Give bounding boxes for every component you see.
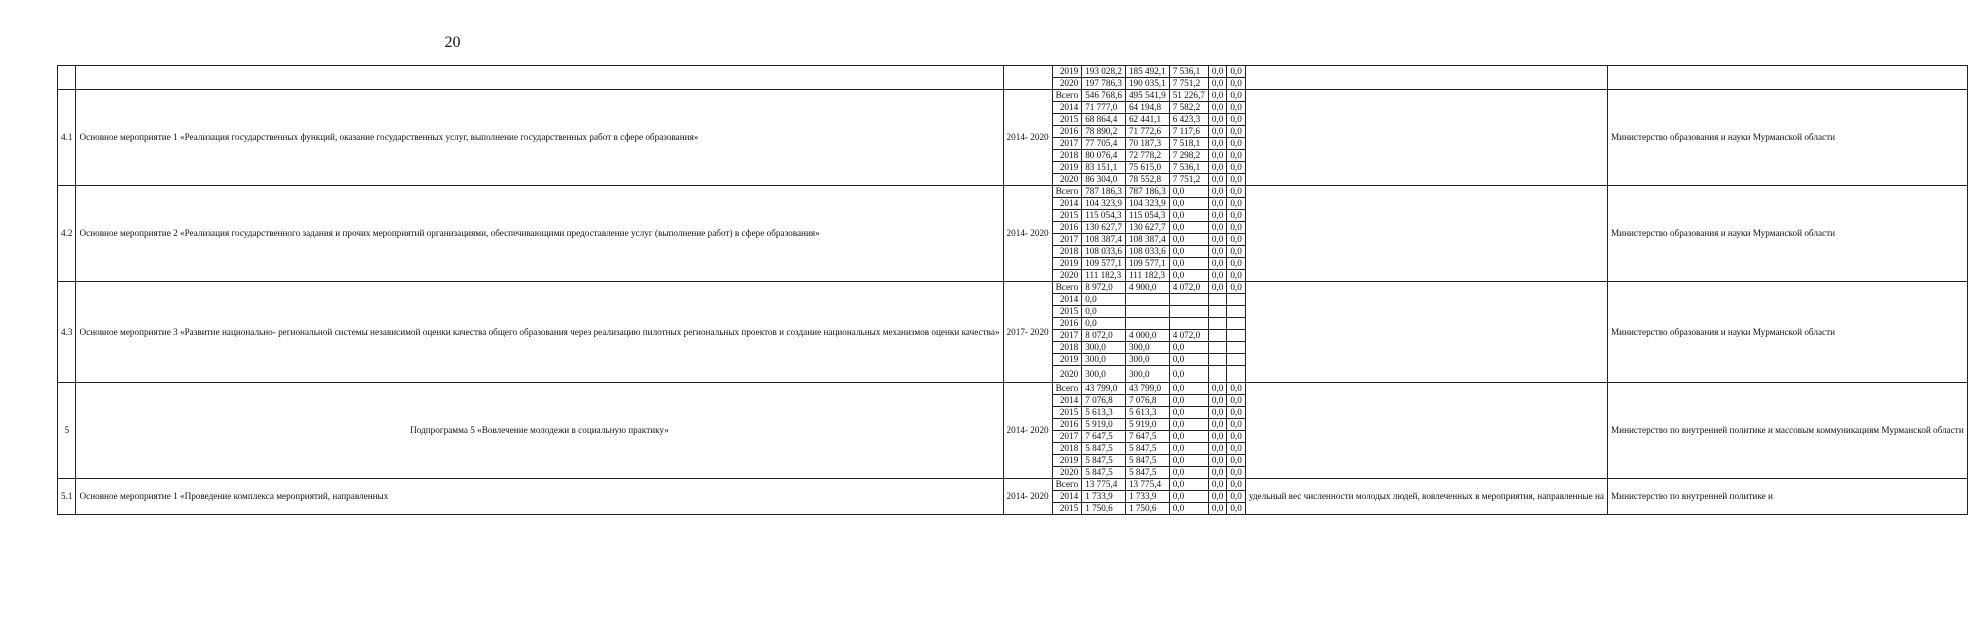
regional-cell: 75 615,0: [1125, 162, 1169, 174]
other-cell: 0,0: [1227, 246, 1245, 258]
other-cell: [1227, 318, 1245, 330]
other-cell: 0,0: [1227, 174, 1245, 186]
regional-cell: 7 076,8: [1125, 395, 1169, 407]
federal-cell: 7 751,2: [1169, 174, 1208, 186]
year-cell: 2017: [1052, 431, 1082, 443]
other-cell: 0,0: [1227, 138, 1245, 150]
indicator-cell: [1245, 90, 1607, 186]
local-cell: 0,0: [1208, 246, 1226, 258]
total-cell: 5 847,5: [1082, 455, 1126, 467]
local-cell: 0,0: [1208, 102, 1226, 114]
total-cell: 80 076,4: [1082, 150, 1126, 162]
total-cell: 7 647,5: [1082, 431, 1126, 443]
index-cell: 4.1: [58, 90, 76, 186]
name-cell: [76, 66, 1003, 90]
program-funding-table: [57, 65, 1968, 515]
local-cell: 0,0: [1208, 126, 1226, 138]
year-cell: 2016: [1052, 318, 1082, 330]
year-cell: 2020: [1052, 78, 1082, 90]
local-cell: [1208, 330, 1226, 342]
indicator-cell: [1245, 383, 1607, 479]
total-cell: 787 186,3: [1082, 186, 1126, 198]
year-cell: 2014: [1052, 395, 1082, 407]
table-row: [58, 282, 1968, 294]
other-cell: 0,0: [1227, 210, 1245, 222]
other-cell: 0,0: [1227, 407, 1245, 419]
local-cell: 0,0: [1208, 78, 1226, 90]
regional-cell: 115 054,3: [1125, 210, 1169, 222]
federal-cell: 0,0: [1169, 222, 1208, 234]
federal-cell: 0,0: [1169, 455, 1208, 467]
local-cell: [1208, 342, 1226, 354]
other-cell: [1227, 330, 1245, 342]
other-cell: 0,0: [1227, 455, 1245, 467]
local-cell: 0,0: [1208, 162, 1226, 174]
year-cell: 2016: [1052, 222, 1082, 234]
total-cell: 1 733,9: [1082, 491, 1126, 503]
local-cell: 0,0: [1208, 258, 1226, 270]
other-cell: 0,0: [1227, 66, 1245, 78]
period-cell: 2017- 2020: [1003, 282, 1052, 383]
total-cell: 77 705,4: [1082, 138, 1126, 150]
period-cell: [1003, 66, 1052, 90]
federal-cell: 0,0: [1169, 419, 1208, 431]
regional-cell: 104 323,9: [1125, 198, 1169, 210]
responsible-cell: Министерство по внутренней политике и: [1608, 479, 1968, 515]
local-cell: 0,0: [1208, 66, 1226, 78]
year-cell: 2015: [1052, 306, 1082, 318]
responsible-cell: Министерство по внутренней политике и массовым коммуникациям Мурманской области: [1608, 383, 1968, 479]
regional-cell: 4 000,0: [1125, 330, 1169, 342]
index-cell: 5.1: [58, 479, 76, 515]
other-cell: 0,0: [1227, 222, 1245, 234]
regional-cell: 7 647,5: [1125, 431, 1169, 443]
federal-cell: 0,0: [1169, 491, 1208, 503]
federal-cell: 0,0: [1169, 234, 1208, 246]
regional-cell: 70 187,3: [1125, 138, 1169, 150]
total-cell: 83 151,1: [1082, 162, 1126, 174]
total-cell: 193 028,2: [1082, 66, 1126, 78]
local-cell: 0,0: [1208, 90, 1226, 102]
local-cell: 0,0: [1208, 443, 1226, 455]
regional-cell: 109 577,1: [1125, 258, 1169, 270]
federal-cell: 7 298,2: [1169, 150, 1208, 162]
regional-cell: 787 186,3: [1125, 186, 1169, 198]
federal-cell: 6 423,3: [1169, 114, 1208, 126]
indicator-cell: [1245, 66, 1607, 90]
year-cell: 2019: [1052, 354, 1082, 366]
federal-cell: 0,0: [1169, 395, 1208, 407]
year-cell: 2017: [1052, 330, 1082, 342]
total-cell: 0,0: [1082, 318, 1126, 330]
local-cell: 0,0: [1208, 210, 1226, 222]
other-cell: 0,0: [1227, 198, 1245, 210]
federal-cell: 0,0: [1169, 431, 1208, 443]
table-row: [58, 186, 1968, 198]
measure-name-cell: Подпрограмма 5 «Вовлечение молодежи в социальную практику»: [76, 383, 1003, 479]
federal-cell: 0,0: [1169, 258, 1208, 270]
measure-name-cell: Основное мероприятие 1 «Реализация государственных функций, оказание государственных услуг, выполнение государственных работ в сфере образования»: [76, 90, 1003, 186]
federal-cell: [1169, 318, 1208, 330]
regional-cell: 62 441,1: [1125, 114, 1169, 126]
local-cell: 0,0: [1208, 234, 1226, 246]
year-cell: 2014: [1052, 294, 1082, 306]
regional-cell: 64 194,8: [1125, 102, 1169, 114]
responsible-cell: Министерство образования и науки Мурманской области: [1608, 90, 1968, 186]
year-cell: 2017: [1052, 234, 1082, 246]
total-cell: 7 076,8: [1082, 395, 1126, 407]
total-cell: 5 613,3: [1082, 407, 1126, 419]
regional-cell: [1125, 294, 1169, 306]
responsible-cell: [1608, 66, 1968, 90]
total-cell: 300,0: [1082, 354, 1126, 366]
federal-cell: 7 751,2: [1169, 78, 1208, 90]
total-cell: 5 847,5: [1082, 467, 1126, 479]
other-cell: 0,0: [1227, 102, 1245, 114]
federal-cell: 7 536,1: [1169, 66, 1208, 78]
regional-cell: 78 552,8: [1125, 174, 1169, 186]
total-cell: 0,0: [1082, 294, 1126, 306]
regional-cell: 5 613,3: [1125, 407, 1169, 419]
year-cell: 2015: [1052, 407, 1082, 419]
other-cell: 0,0: [1227, 114, 1245, 126]
year-cell: 2018: [1052, 443, 1082, 455]
other-cell: 0,0: [1227, 395, 1245, 407]
year-cell: 2014: [1052, 491, 1082, 503]
other-cell: 0,0: [1227, 150, 1245, 162]
regional-cell: 72 778,2: [1125, 150, 1169, 162]
regional-cell: 5 847,5: [1125, 443, 1169, 455]
other-cell: 0,0: [1227, 78, 1245, 90]
regional-cell: 1 750,6: [1125, 503, 1169, 515]
other-cell: 0,0: [1227, 431, 1245, 443]
total-cell: 43 799,0: [1082, 383, 1126, 395]
local-cell: 0,0: [1208, 467, 1226, 479]
total-cell: 78 890,2: [1082, 126, 1126, 138]
index-cell: 4.3: [58, 282, 76, 383]
federal-cell: 0,0: [1169, 479, 1208, 491]
regional-cell: 108 033,6: [1125, 246, 1169, 258]
federal-cell: 0,0: [1169, 407, 1208, 419]
total-cell: 108 387,4: [1082, 234, 1126, 246]
regional-cell: 190 035,1: [1125, 78, 1169, 90]
other-cell: 0,0: [1227, 443, 1245, 455]
total-cell: 8 072,0: [1082, 330, 1126, 342]
other-cell: 0,0: [1227, 479, 1245, 491]
measure-name-cell: Основное мероприятие 2 «Реализация государственного задания и прочих мероприятий организациями, обеспечивающими предоставление услуг (выполнение работ) в сфере образования»: [76, 186, 1003, 282]
local-cell: 0,0: [1208, 150, 1226, 162]
regional-cell: 1 733,9: [1125, 491, 1169, 503]
other-cell: 0,0: [1227, 162, 1245, 174]
year-cell: 2020: [1052, 270, 1082, 282]
local-cell: 0,0: [1208, 383, 1226, 395]
index-cell: 4.2: [58, 186, 76, 282]
federal-cell: [1169, 306, 1208, 318]
other-cell: 0,0: [1227, 90, 1245, 102]
federal-cell: 0,0: [1169, 383, 1208, 395]
regional-cell: 300,0: [1125, 354, 1169, 366]
year-cell: 2017: [1052, 138, 1082, 150]
year-cell: Всего: [1052, 90, 1082, 102]
total-cell: 68 864,4: [1082, 114, 1126, 126]
year-cell: 2019: [1052, 162, 1082, 174]
year-cell: 2020: [1052, 174, 1082, 186]
total-cell: 109 577,1: [1082, 258, 1126, 270]
federal-cell: 0,0: [1169, 366, 1208, 383]
regional-cell: 495 541,9: [1125, 90, 1169, 102]
federal-cell: 4 072,0: [1169, 330, 1208, 342]
year-cell: 2020: [1052, 467, 1082, 479]
local-cell: 0,0: [1208, 407, 1226, 419]
measure-name-cell: Основное мероприятие 3 «Развитие национально- региональной системы независимой оценки качества общего образования через реализацию пилотных региональных проектов и создание национальных механизмов оценки качества»: [76, 282, 1003, 383]
other-cell: 0,0: [1227, 467, 1245, 479]
year-cell: 2016: [1052, 419, 1082, 431]
regional-cell: [1125, 306, 1169, 318]
federal-cell: 0,0: [1169, 210, 1208, 222]
year-cell: 2020: [1052, 366, 1082, 383]
other-cell: [1227, 354, 1245, 366]
index-cell: [58, 66, 76, 90]
total-cell: 115 054,3: [1082, 210, 1126, 222]
regional-cell: 300,0: [1125, 366, 1169, 383]
local-cell: 0,0: [1208, 198, 1226, 210]
local-cell: 0,0: [1208, 431, 1226, 443]
local-cell: 0,0: [1208, 186, 1226, 198]
period-cell: 2014- 2020: [1003, 90, 1052, 186]
table-row: [58, 479, 1968, 491]
federal-cell: 7 536,1: [1169, 162, 1208, 174]
local-cell: [1208, 318, 1226, 330]
local-cell: 0,0: [1208, 503, 1226, 515]
year-cell: 2019: [1052, 258, 1082, 270]
year-cell: 2018: [1052, 150, 1082, 162]
table-row: [58, 383, 1968, 395]
local-cell: 0,0: [1208, 455, 1226, 467]
table-row: [58, 90, 1968, 102]
local-cell: 0,0: [1208, 270, 1226, 282]
federal-cell: 0,0: [1169, 270, 1208, 282]
local-cell: 0,0: [1208, 138, 1226, 150]
year-cell: 2014: [1052, 198, 1082, 210]
year-cell: 2014: [1052, 102, 1082, 114]
year-cell: 2015: [1052, 503, 1082, 515]
regional-cell: 130 627,7: [1125, 222, 1169, 234]
regional-cell: 185 492,1: [1125, 66, 1169, 78]
local-cell: [1208, 354, 1226, 366]
other-cell: 0,0: [1227, 258, 1245, 270]
local-cell: 0,0: [1208, 174, 1226, 186]
total-cell: 13 775,4: [1082, 479, 1126, 491]
federal-cell: 7 518,1: [1169, 138, 1208, 150]
federal-cell: 0,0: [1169, 354, 1208, 366]
local-cell: 0,0: [1208, 114, 1226, 126]
regional-cell: [1125, 318, 1169, 330]
total-cell: 5 919,0: [1082, 419, 1126, 431]
year-cell: 2018: [1052, 342, 1082, 354]
other-cell: 0,0: [1227, 126, 1245, 138]
total-cell: 108 033,6: [1082, 246, 1126, 258]
year-cell: Всего: [1052, 186, 1082, 198]
page-number: 20: [444, 34, 461, 51]
federal-cell: 0,0: [1169, 342, 1208, 354]
federal-cell: 0,0: [1169, 503, 1208, 515]
other-cell: 0,0: [1227, 186, 1245, 198]
other-cell: 0,0: [1227, 503, 1245, 515]
regional-cell: 43 799,0: [1125, 383, 1169, 395]
measure-name-cell: Основное мероприятие 1 «Проведение комплекса мероприятий, направленных: [76, 479, 1003, 515]
year-cell: Всего: [1052, 479, 1082, 491]
indicator-cell: [1245, 186, 1607, 282]
federal-cell: 4 072,0: [1169, 282, 1208, 294]
regional-cell: 5 847,5: [1125, 455, 1169, 467]
total-cell: 546 768,6: [1082, 90, 1126, 102]
year-cell: 2019: [1052, 66, 1082, 78]
regional-cell: 111 182,3: [1125, 270, 1169, 282]
indicator-cell: удельный вес численности молодых людей, вовлеченных в мероприятия, направленные на: [1245, 479, 1607, 515]
local-cell: 0,0: [1208, 419, 1226, 431]
year-cell: 2015: [1052, 210, 1082, 222]
other-cell: 0,0: [1227, 383, 1245, 395]
local-cell: [1208, 366, 1226, 383]
period-cell: 2014- 2020: [1003, 479, 1052, 515]
indicator-cell: [1245, 282, 1607, 383]
other-cell: [1227, 294, 1245, 306]
total-cell: 0,0: [1082, 306, 1126, 318]
total-cell: 104 323,9: [1082, 198, 1126, 210]
local-cell: 0,0: [1208, 282, 1226, 294]
regional-cell: 300,0: [1125, 342, 1169, 354]
year-cell: 2019: [1052, 455, 1082, 467]
responsible-cell: Министерство образования и науки Мурманской области: [1608, 282, 1968, 383]
other-cell: [1227, 342, 1245, 354]
other-cell: 0,0: [1227, 491, 1245, 503]
total-cell: 71 777,0: [1082, 102, 1126, 114]
total-cell: 5 847,5: [1082, 443, 1126, 455]
year-cell: 2018: [1052, 246, 1082, 258]
total-cell: 300,0: [1082, 366, 1126, 383]
total-cell: 197 786,3: [1082, 78, 1126, 90]
table-row: [58, 66, 1968, 78]
regional-cell: 108 387,4: [1125, 234, 1169, 246]
federal-cell: [1169, 294, 1208, 306]
regional-cell: 5 847,5: [1125, 467, 1169, 479]
other-cell: 0,0: [1227, 282, 1245, 294]
year-cell: 2016: [1052, 126, 1082, 138]
year-cell: Всего: [1052, 383, 1082, 395]
federal-cell: 51 226,7: [1169, 90, 1208, 102]
year-cell: Всего: [1052, 282, 1082, 294]
other-cell: 0,0: [1227, 419, 1245, 431]
federal-cell: 0,0: [1169, 198, 1208, 210]
responsible-cell: Министерство образования и науки Мурманской области: [1608, 186, 1968, 282]
local-cell: 0,0: [1208, 222, 1226, 234]
other-cell: [1227, 306, 1245, 318]
other-cell: 0,0: [1227, 270, 1245, 282]
regional-cell: 71 772,6: [1125, 126, 1169, 138]
local-cell: [1208, 294, 1226, 306]
federal-cell: 0,0: [1169, 246, 1208, 258]
federal-cell: 0,0: [1169, 443, 1208, 455]
index-cell: 5: [58, 383, 76, 479]
local-cell: 0,0: [1208, 479, 1226, 491]
local-cell: 0,0: [1208, 395, 1226, 407]
local-cell: 0,0: [1208, 491, 1226, 503]
total-cell: 1 750,6: [1082, 503, 1126, 515]
total-cell: 86 304,0: [1082, 174, 1126, 186]
local-cell: [1208, 306, 1226, 318]
regional-cell: 5 919,0: [1125, 419, 1169, 431]
period-cell: 2014- 2020: [1003, 383, 1052, 479]
federal-cell: 7 117,6: [1169, 126, 1208, 138]
total-cell: 300,0: [1082, 342, 1126, 354]
federal-cell: 0,0: [1169, 186, 1208, 198]
federal-cell: 0,0: [1169, 467, 1208, 479]
total-cell: 130 627,7: [1082, 222, 1126, 234]
total-cell: 111 182,3: [1082, 270, 1126, 282]
federal-cell: 7 582,2: [1169, 102, 1208, 114]
regional-cell: 4 900,0: [1125, 282, 1169, 294]
regional-cell: 13 775,4: [1125, 479, 1169, 491]
total-cell: 8 972,0: [1082, 282, 1126, 294]
other-cell: [1227, 366, 1245, 383]
other-cell: 0,0: [1227, 234, 1245, 246]
period-cell: 2014- 2020: [1003, 186, 1052, 282]
year-cell: 2015: [1052, 114, 1082, 126]
